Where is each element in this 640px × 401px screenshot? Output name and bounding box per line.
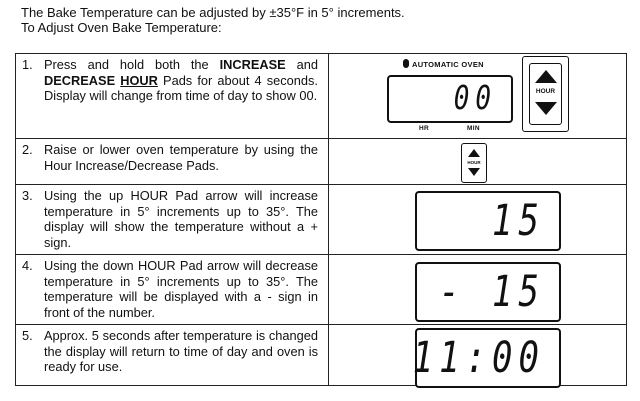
display-00: 00 <box>387 75 513 123</box>
step-2-text: 2. Raise or lower oven temperature by using the Hour Increase/Decrease Pads. <box>22 142 318 173</box>
automatic-oven-label: AUTOMATIC OVEN <box>412 60 484 69</box>
display-15: 15 <box>415 191 561 251</box>
table-row-1 <box>16 54 626 138</box>
arrow-up-icon <box>535 70 557 83</box>
display-minus-15: - 15 <box>415 262 561 322</box>
arrow-down-icon <box>535 102 557 115</box>
instructions-table <box>15 53 627 386</box>
hour-pad-label: HOUR <box>467 160 481 165</box>
table-row-5 <box>16 324 626 386</box>
hour-pad-small[interactable] <box>461 143 487 183</box>
table-row-4 <box>16 254 626 325</box>
hr-label: HR <box>419 125 429 132</box>
hour-pad-label: HOUR <box>535 88 556 95</box>
arrow-down-icon <box>468 168 480 176</box>
hour-pad-large[interactable] <box>522 56 569 132</box>
intro-line-1: The Bake Temperature can be adjusted by ±35°F in 5° increments. <box>21 5 405 20</box>
indicator-dot-icon <box>403 59 409 68</box>
table-row-2 <box>16 138 626 185</box>
arrow-up-icon <box>468 149 480 157</box>
display-time-1100: 11:00 <box>415 328 561 388</box>
step-1-text: 1. Press and hold both the INCREASE and DECREASE HOUR Pads for about 4 seconds. Display will change from time of day to show 00. <box>22 57 318 104</box>
min-label: MIN <box>467 125 480 132</box>
step-5-text: 5. Approx. 5 seconds after temperature is changed the display will return to time of day and oven is ready for use. <box>22 328 318 375</box>
step-3-text: 3. Using the up HOUR Pad arrow will increase temperature in 5° increments up to 35°. The display will show the temperature without a + sign. <box>22 188 318 250</box>
intro-line-2: To Adjust Oven Bake Temperature: <box>21 20 222 35</box>
table-row-3 <box>16 184 626 255</box>
step-4-text: 4. Using the down HOUR Pad arrow will decrease temperature in 5° increments up to 35°. The temperature will be displayed with a - sign in front of the number. <box>22 258 318 320</box>
